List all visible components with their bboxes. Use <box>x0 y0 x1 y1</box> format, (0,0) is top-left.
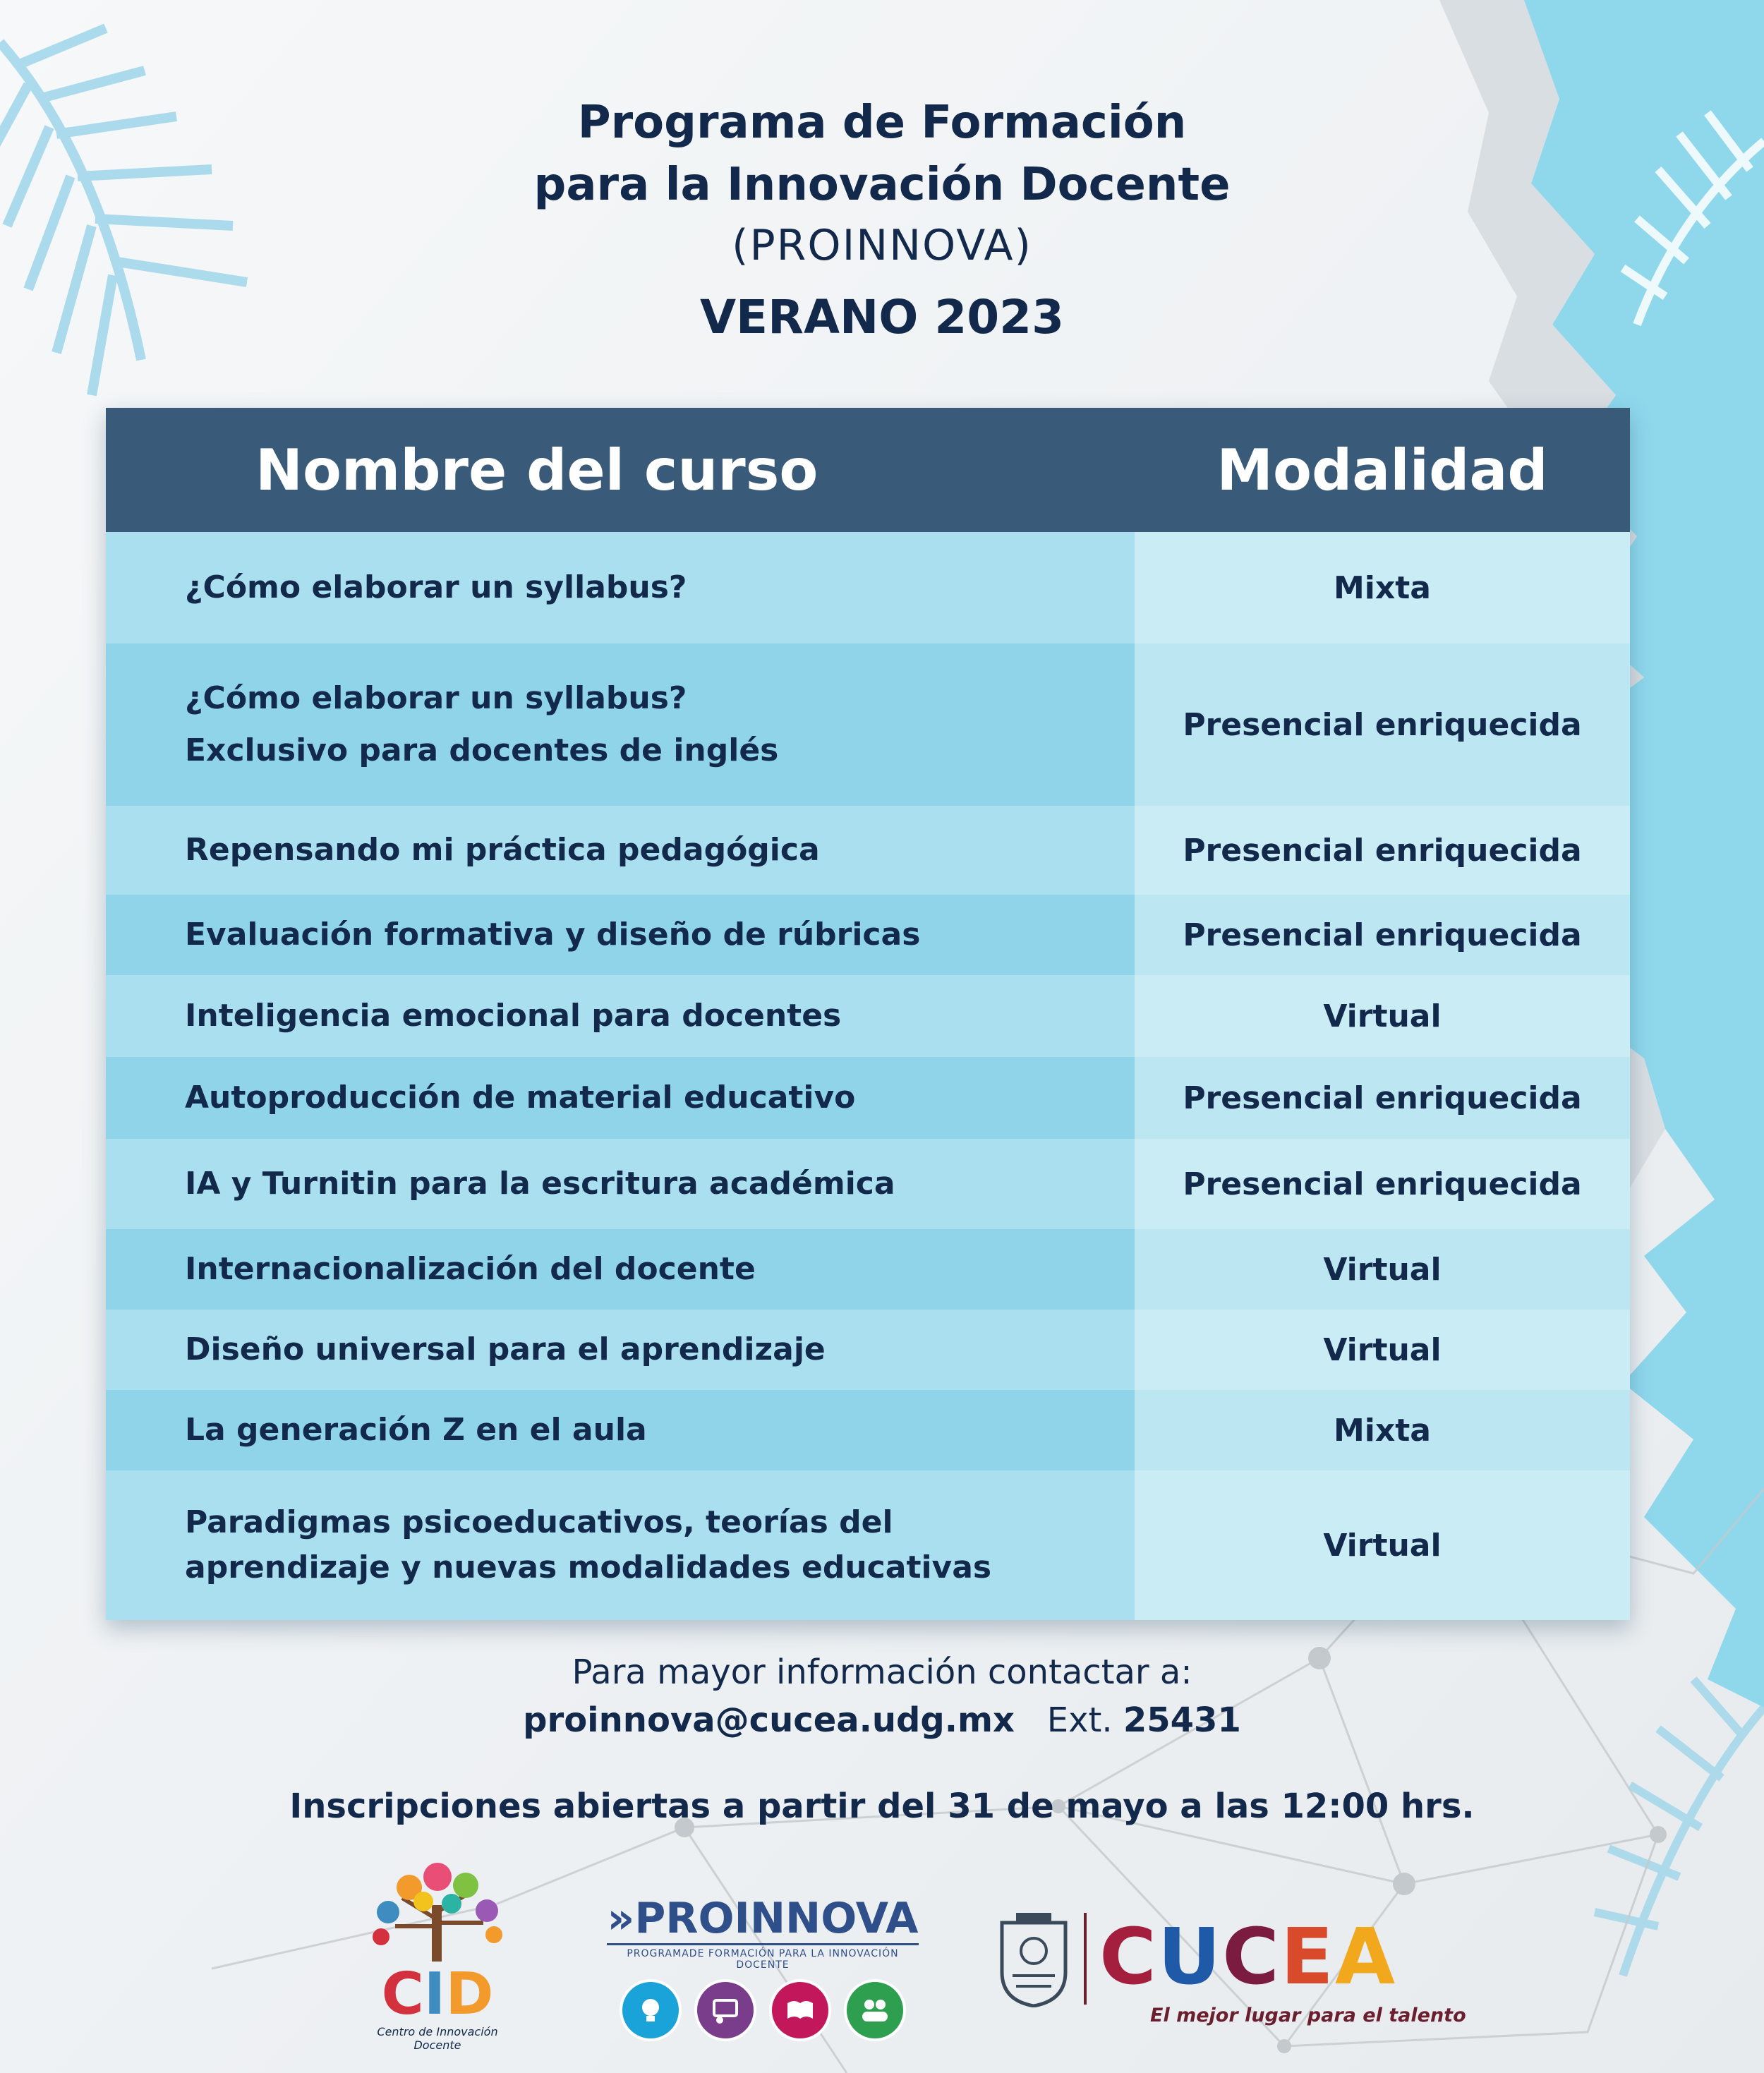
tree-icon <box>353 1856 522 1962</box>
contact-email-link[interactable]: proinnova@cucea.udg.mx <box>523 1700 1015 1740</box>
course-modality: Presencial enriquecida <box>1135 1057 1630 1139</box>
course-modality: Mixta <box>1135 532 1630 643</box>
cucea-logo <box>995 1909 1466 2043</box>
udg-shield-icon <box>995 1909 1073 2007</box>
course-modality: Mixta <box>1135 1390 1630 1470</box>
table-row <box>106 532 1630 643</box>
course-name: IA y Turnitin para la escritura académica <box>106 1139 1135 1229</box>
course-name: ¿Cómo elaborar un syllabus? Exclusivo para docentes de inglés <box>106 643 1135 806</box>
column-header-modality: Modalidad <box>1216 437 1548 503</box>
course-modality: Presencial enriquecida <box>1135 643 1630 806</box>
course-modality: Virtual <box>1135 975 1630 1057</box>
cid-wordmark: CID <box>381 1961 494 2028</box>
table-row <box>106 806 1630 895</box>
cid-caption: Centro de Innovación Docente <box>377 2025 498 2052</box>
course-name: Autoproducción de material educativo <box>106 1057 1135 1139</box>
contact-line <box>0 1695 1764 1746</box>
course-name: Internacionalización del docente <box>106 1229 1135 1310</box>
course-modality: Presencial enriquecida <box>1135 895 1630 975</box>
table-row <box>106 1310 1630 1390</box>
logo-bar <box>0 1856 1764 2053</box>
course-modality: Presencial enriquecida <box>1135 806 1630 895</box>
course-name: Paradigmas psicoeducativos, teorías del aprendizaje y nuevas modalidades educativas <box>106 1470 1135 1620</box>
contact-section <box>0 1650 1764 1829</box>
course-name: Repensando mi práctica pedagógica <box>106 806 1135 895</box>
table-row <box>106 1057 1630 1139</box>
header <box>0 92 1764 357</box>
course-name: Inteligencia emocional para docentes <box>106 975 1135 1057</box>
course-modality: Presencial enriquecida <box>1135 1139 1630 1229</box>
season-title: VERANO 2023 <box>699 290 1065 344</box>
extension-label: Ext. <box>1046 1700 1113 1740</box>
table-row <box>106 1470 1630 1620</box>
table-row <box>106 895 1630 975</box>
column-header-course-name: Nombre del curso <box>255 437 818 503</box>
presentation-icon <box>694 1979 756 2041</box>
table-row <box>106 1139 1630 1229</box>
course-name: La generación Z en el aula <box>106 1390 1135 1470</box>
cid-logo <box>353 1856 522 2052</box>
course-name: ¿Cómo elaborar un syllabus? <box>106 532 1135 643</box>
course-modality: Virtual <box>1135 1229 1630 1310</box>
table-header <box>106 408 1630 532</box>
contact-label: Para mayor información contactar a: <box>572 1652 1192 1692</box>
double-chevron-icon: » <box>607 1894 635 1943</box>
book-icon <box>769 1979 831 2041</box>
proinnova-caption: PROGRAMADE FORMACIÓN PARA LA INNOVACIÓN DOCENTE <box>607 1943 919 1971</box>
table-row <box>106 975 1630 1057</box>
group-icon <box>844 1979 906 2041</box>
registration-notice: Inscripciones abiertas a partir del 31 de mayo a las 12:00 hrs. <box>289 1787 1475 1826</box>
proinnova-icon-row <box>590 1979 936 2041</box>
course-modality: Virtual <box>1135 1470 1630 1620</box>
logo-divider <box>1084 1913 1087 2005</box>
course-name: Diseño universal para el aprendizaje <box>106 1310 1135 1390</box>
lightbulb-icon <box>620 1979 682 2041</box>
extension-number: 25431 <box>1123 1700 1241 1740</box>
proinnova-logo <box>590 1895 936 2050</box>
course-name: Evaluación formativa y diseño de rúbricas <box>106 895 1135 975</box>
program-acronym: (PROINNOVA) <box>732 221 1032 270</box>
table-row <box>106 1229 1630 1310</box>
title-line-2: para la Innovación Docente <box>533 159 1231 211</box>
cucea-tagline: El mejor lugar para el talento <box>1150 2005 1466 2026</box>
table-row <box>106 1390 1630 1470</box>
table-row <box>106 643 1630 806</box>
title-line-1: Programa de Formación <box>577 97 1187 149</box>
course-modality: Virtual <box>1135 1310 1630 1390</box>
course-table <box>106 408 1630 1620</box>
cucea-wordmark: CUCEA <box>1099 1911 1397 2002</box>
proinnova-wordmark: »PROINNOVA <box>607 1894 919 1943</box>
